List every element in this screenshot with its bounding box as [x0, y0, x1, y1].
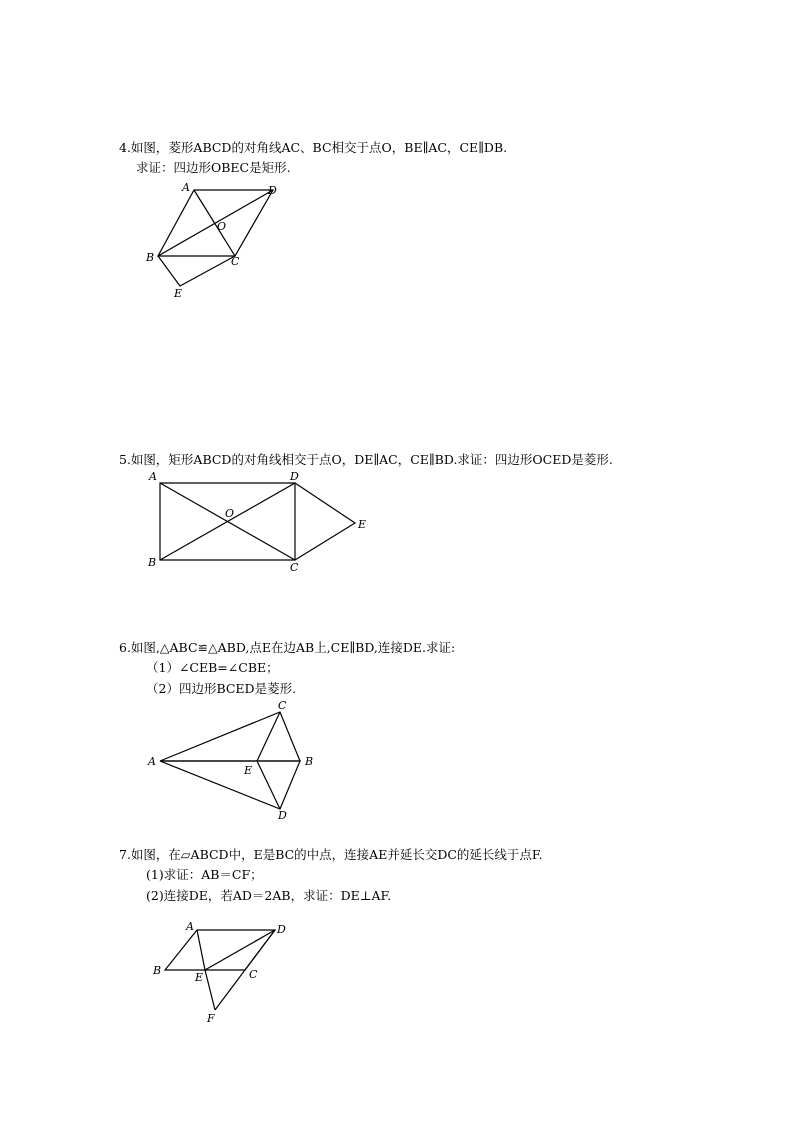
segment-de-ec [295, 483, 355, 560]
label-a: A [186, 920, 194, 933]
label-o: O [217, 220, 227, 233]
label-a: A [149, 470, 157, 483]
label-b: B [146, 251, 155, 264]
label-b: B [305, 755, 314, 768]
label-o: O [225, 507, 235, 520]
problem-7-part-1: (1)求证：AB＝CF； [146, 867, 263, 882]
label-e: E [358, 518, 367, 531]
label-e: E [174, 287, 183, 300]
label-d: D [277, 923, 286, 936]
problem-6-part-1: （1）∠CEB=∠CBE； [146, 660, 279, 675]
label-c: C [290, 561, 299, 574]
label-c: C [249, 968, 258, 981]
triangle-abd [160, 761, 300, 809]
problem-5-statement: 5.如图，矩形ABCD的对角线相交于点O，DE∥AC，CE∥BD.求证：四边形OCED是菱形. [119, 452, 613, 467]
segment-be-ec [158, 256, 235, 286]
problem-4-prove: 求证：四边形OBEC是矩形. [136, 160, 291, 175]
problem-7-figure [145, 918, 295, 1028]
label-f: F [207, 1012, 215, 1025]
problem-6-part-2: （2）四边形BCED是菱形. [146, 681, 297, 696]
label-d: D [278, 809, 287, 822]
label-c: C [278, 699, 287, 712]
parallelogram-abcd [165, 930, 275, 970]
label-a: A [148, 755, 156, 768]
problem-4-figure [140, 180, 290, 300]
label-e: E [195, 971, 204, 984]
label-b: B [148, 556, 157, 569]
problem-5-figure [140, 466, 380, 576]
label-c: C [231, 255, 240, 268]
problem-6-statement: 6.如图,△ABC≌△ABD,点E在边AB上,CE∥BD,连接DE.求证: [119, 640, 456, 655]
diagonal-bd [158, 190, 273, 256]
triangle-abc [160, 712, 300, 761]
label-d: D [268, 184, 277, 197]
problem-7-part-2: (2)连接DE，若AD＝2AB，求证：DE⊥AF. [146, 888, 392, 903]
problem-4-statement: 4.如图，菱形ABCD的对角线AC、BC相交于点O，BE∥AC，CE∥DB. [119, 140, 508, 155]
label-a: A [182, 181, 190, 194]
problem-7-statement: 7.如图，在▱ABCD中，E是BC的中点，连接AE并延长交DC的延长线于点F. [119, 847, 543, 862]
problem-6-figure [140, 697, 330, 822]
label-e: E [244, 764, 253, 777]
label-b: B [153, 964, 162, 977]
segment-de [205, 930, 275, 970]
label-d: D [290, 470, 299, 483]
